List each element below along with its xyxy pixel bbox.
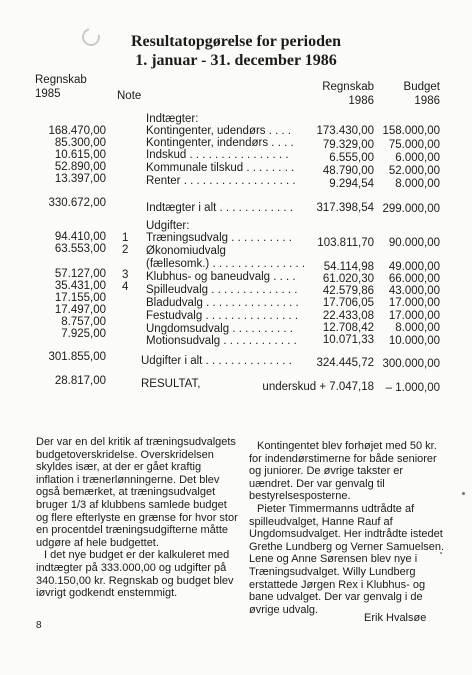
value-1986: 173.430,00 [316, 125, 374, 137]
total-budget-1986: 300.000,00 [382, 358, 440, 370]
value-1985: 13.397,00 [54, 173, 106, 185]
value-1985: 57.127,00 [54, 268, 106, 280]
value-1986: 12.708,42 [322, 322, 374, 334]
row-label: Spilleudvalg . . . . . . . . . . . . . . [146, 284, 298, 296]
expenses-heading: Udgifter: [146, 220, 190, 232]
budget-1986: 6.000,00 [395, 152, 440, 164]
value-1986: 54.114,98 [323, 261, 374, 273]
budget-1986: 158.000,00 [382, 125, 440, 137]
value-1986: 61.020,30 [322, 273, 374, 285]
budget-1986: 17.000,00 [388, 310, 440, 322]
row-label: Klubhus- og baneudvalg . . . . [146, 271, 296, 283]
value-1985: 10.615,00 [54, 149, 106, 161]
text-column-right [249, 440, 445, 616]
total-budget-1986: 299.000,00 [382, 203, 440, 215]
budget-1986: 90.000,00 [388, 237, 440, 249]
row-label: Bladudvalg . . . . . . . . . . . . . . . [146, 297, 299, 309]
value-1985: 63.553,00 [54, 243, 106, 255]
result-label: RESULTAT, [141, 378, 201, 390]
row-label: Ungdomsudvalg . . . . . . . . . . [146, 323, 294, 335]
result-1985: 28.817,00 [54, 375, 106, 387]
signature: Erik Hvalsøe [364, 612, 427, 624]
value-1986: 103.811,70 [317, 237, 374, 249]
paragraph: Pieter Timmermanns udtrådte af spilleudvalget, Hanne Rauf af Ungdomsudvalget. Her indtrådte istedet Grethe Lundberg og Verner Samuelsen. Lene og Anne Sørensen blev nye i Træningsudvalget. Willy Lundberg erstattede Jørgen Rex i Klubhus- og bane udvalget. Der var genvalg i de øvrige udvalg. [249, 502, 445, 616]
value-1985: 8.757,00 [61, 316, 106, 328]
total-1985: 301.855,00 [48, 351, 106, 363]
row-label: Indtægter i alt . . . . . . . . . . . . [146, 202, 293, 214]
result-budget: – 1.000,00 [385, 382, 440, 394]
note-number: 1 [122, 232, 129, 244]
row-label: Motionsudvalg . . . . . . . . . . . . [146, 335, 297, 347]
value-1985: 17.497,00 [54, 304, 106, 316]
value-1986: 48.790,00 [322, 165, 374, 177]
budget-1986: 17.000,00 [388, 297, 440, 309]
value-1986: 17.706,05 [322, 297, 374, 309]
header-regnskab-1985: Regnskab 1985 [35, 74, 87, 100]
value-1986: 42.579,86 [322, 285, 374, 297]
budget-1986: 10.000,00 [388, 335, 440, 347]
value-1986: 10.071,33 [322, 334, 374, 346]
row-label: (fællesomk.) . . . . . . . . . . . . . . . [146, 258, 306, 270]
row-label: Indskud . . . . . . . . . . . . . . . . [146, 149, 289, 161]
paragraph: I det nye budget er der kalkuleret med indtægter på 333.000,00 og udgifter på 340.150,00 kr. Regnskab og budget blev iøvrigt godkendt enstemmigt. [36, 549, 234, 600]
value-1986: 6.555,00 [329, 152, 374, 164]
note-number: 4 [122, 281, 129, 293]
paragraph: Der var en del kritik af træningsudvalgets budgetoverskridelse. Overskridelsen skyldes især, at der er gået kraftig inflation i trænerlønningerne. Det blev også bemærket, at træningsudvalget bruger 1/3 af klubbens samlede budget og flere efterlyste en grænse for hvor stor en procentdel træningsudgifterne måtte udgøre af hele budgettet. [36, 436, 238, 549]
total-1986: 324.445,72 [316, 357, 374, 369]
value-1985: 85.300,00 [54, 137, 106, 149]
value-1985: 17.155,00 [54, 292, 106, 304]
page-number: 8 [36, 620, 42, 631]
budget-1986: 43.000,00 [388, 285, 440, 297]
header-regnskab-1986: Regnskab 1986 [322, 81, 374, 107]
row-label: Kontingenter, indendørs . . . . [146, 137, 294, 149]
row-label: Festudvalg . . . . . . . . . . . . . . . [146, 310, 299, 322]
value-1985: 94.410,00 [54, 231, 106, 243]
value-1986: 9.294,54 [329, 178, 374, 190]
header-budget-1986: Budget 1986 [403, 81, 440, 107]
value-1986: 22.433,08 [322, 310, 374, 322]
result-underskud: underskud + 7.047,18 [262, 381, 374, 393]
header-note: Note [117, 90, 142, 102]
row-label: Renter . . . . . . . . . . . . . . . . . . [146, 175, 296, 187]
note-number: 3 [122, 269, 129, 281]
budget-1986: 8.000,00 [395, 322, 440, 334]
budget-1986: 8.000,00 [395, 178, 440, 190]
row-label: Udgifter i alt . . . . . . . . . . . . . . [141, 355, 292, 367]
total-1985: 330.672,00 [48, 197, 106, 209]
value-1986: 79.329,00 [322, 139, 374, 151]
page-title [0, 32, 472, 70]
text-column-left [36, 436, 238, 600]
paper-speck [462, 492, 465, 495]
row-label: Kommunale tilskud . . . . . . . . [146, 162, 295, 174]
value-1985: 52.890,00 [54, 161, 106, 173]
note-number: 2 [122, 244, 129, 256]
budget-1986: 75.000,00 [388, 139, 440, 151]
total-1986: 317.398,54 [316, 202, 374, 214]
budget-1986: 66.000,00 [388, 273, 440, 285]
row-label: Træningsudvalg . . . . . . . . . . [146, 232, 292, 244]
row-label: Kontingenter, udendørs . . . . [146, 125, 292, 137]
title-line-2: 1. januar - 31. december 1986 [135, 52, 337, 69]
value-1985: 35.431,00 [54, 280, 106, 292]
income-heading: Indtægter: [146, 113, 199, 125]
budget-1986: 49.000,00 [388, 261, 440, 273]
row-label: Økonomiudvalg [146, 245, 226, 257]
title-line-1: Resultatopgørelse for perioden [130, 33, 342, 50]
budget-1986: 52.000,00 [388, 165, 440, 177]
value-1985: 168.470,00 [48, 125, 106, 137]
value-1985: 7.925,00 [61, 328, 106, 340]
paragraph: Kontingentet blev forhøjet med 50 kr. for indendørstimerne for både seniorer og juniorer. De øvrige takster er uændret. Der var genvalg til bestyrelsesposterne. [249, 440, 437, 503]
